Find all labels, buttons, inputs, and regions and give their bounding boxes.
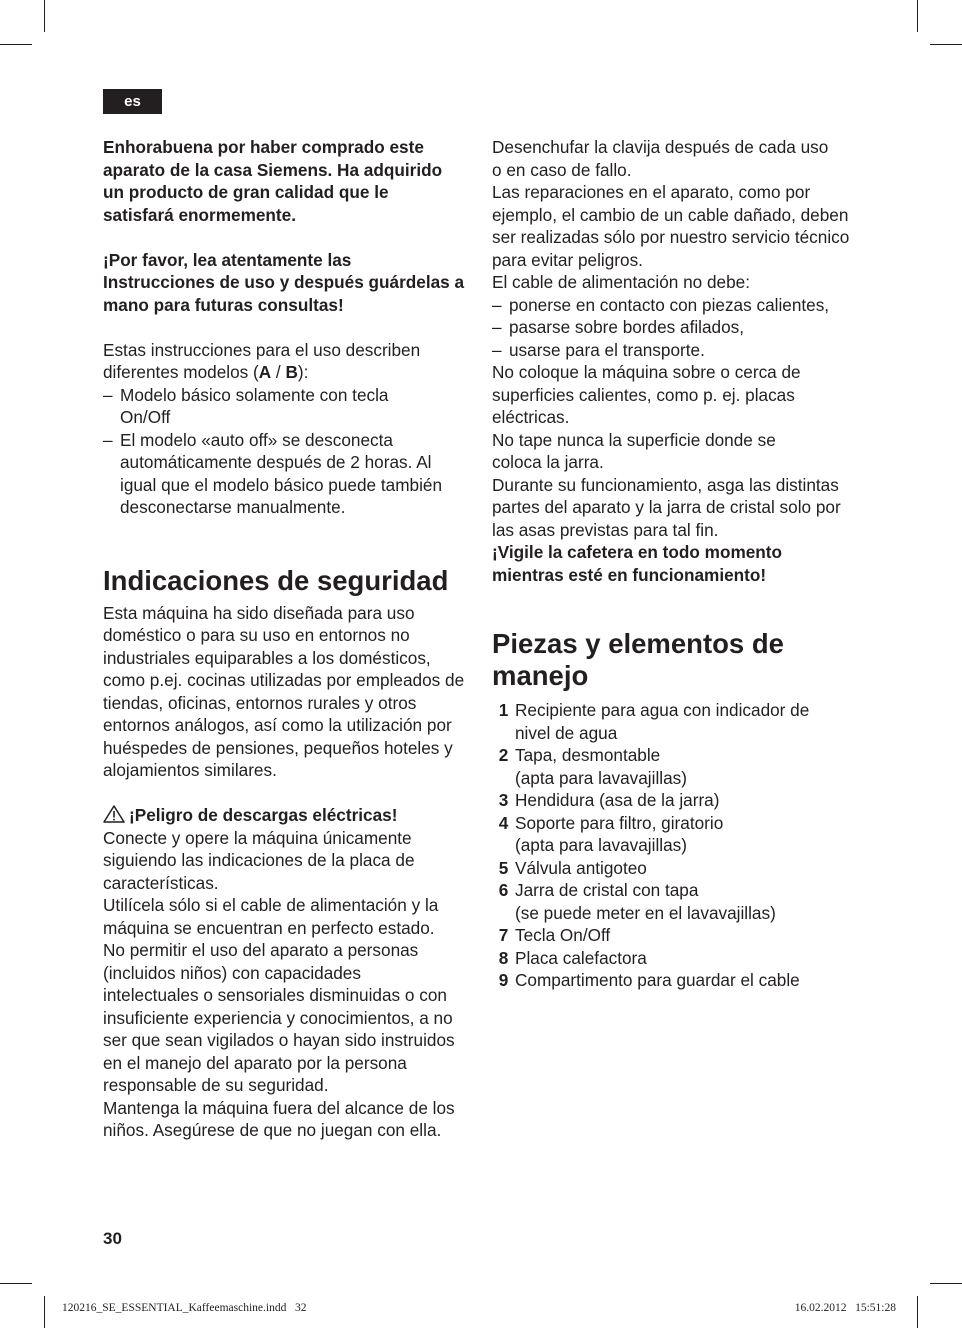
crop-mark xyxy=(930,1283,962,1284)
list-item: 1 Recipiente para agua con indicador de nivel de agua xyxy=(498,700,810,743)
list-item: 4 Soporte para filtro, giratorio (apta para lavavajillas) xyxy=(498,812,724,855)
slug-timestamp: 16.02.2012 15:51:28 xyxy=(794,1302,896,1314)
list-item: – El modelo «auto off» se desconecta automáticamente después de 2 horas. Al igual que el modelo básico puede también desconectarse manualmente. xyxy=(103,429,443,517)
crop-mark xyxy=(917,0,918,32)
list-item: – usarse para el transporte. xyxy=(492,339,705,360)
safety-heading: Indicaciones de seguridad xyxy=(103,564,449,596)
list-item: 9 Compartimento para guardar el cable xyxy=(498,970,800,990)
watch-text: ¡Vigile la cafetera en todo momento mientras esté en funcionamiento! xyxy=(492,542,783,585)
list-item: 8 Placa calefactora xyxy=(498,947,647,968)
persons-text: No permitir el uso del aparato a personas (incluidos niños) con capacidades intelectuales o sensoriales disminuidas o con insuficiente experiencia y conocimientos, a no ser que sean vigilados o hayan sido instruidos en el manejo del aparato por la persona responsable de su seguridad. xyxy=(103,940,455,1095)
handles-text: Durante su funcionamiento, asga las distintas partes del aparato y la jarra de cristal solo por las asas previstas para tal fin. xyxy=(492,474,841,540)
list-item: – Modelo básico solamente con tecla On/Off xyxy=(103,384,389,427)
repairs-text: Las reparaciones en el aparato, como por ejemplo, el cambio de un cable dañado, deben ser realizadas sólo por nuestro servicio técnico para evitar peligros. xyxy=(492,182,850,270)
list-item: 3 Hendidura (asa de la jarra) xyxy=(498,790,720,810)
cover-text: No tape nunca la superficie donde se coloca la jarra. xyxy=(492,429,776,472)
right-column xyxy=(492,136,864,992)
page-number: 30 xyxy=(103,1229,122,1248)
please-read-text: ¡Por favor, lea atentamente las Instrucciones de uso y después guárdelas a mano para futuras consultas! xyxy=(103,249,465,315)
crop-mark xyxy=(917,1296,918,1328)
parts-heading: Piezas y elementos de manejo xyxy=(492,628,784,691)
unplug-text: Desenchufar la clavija después de cada uso o en caso de fallo. xyxy=(492,137,829,180)
language-tag: es xyxy=(103,89,162,114)
crop-mark xyxy=(0,1283,32,1284)
list-item: 5 Válvula antigoteo xyxy=(498,857,647,878)
list-item: 6 Jarra de cristal con tapa (se puede meter en el lavavajillas) xyxy=(498,880,776,923)
list-item: 2 Tapa, desmontable (apta para lavavajillas) xyxy=(498,745,687,788)
list-item: – ponerse en contacto con piezas calientes, xyxy=(492,294,830,315)
list-item: – pasarse sobre bordes afilados, xyxy=(492,317,745,337)
intro-text: Enhorabuena por haber comprado este aparato de la casa Siemens. Ha adquirido un producto de gran calidad que le satisfará enormemente. xyxy=(103,137,443,225)
crop-mark xyxy=(44,1296,45,1328)
children-text: Mantenga la máquina fuera del alcance de los niños. Asegúrese de que no juegan con ella. xyxy=(103,1097,455,1140)
slug-filename: 120216_SE_ESSENTIAL_Kaffeemaschine.indd 32 xyxy=(62,1302,307,1314)
model-a-label: A xyxy=(258,362,272,382)
safety-text: Esta máquina ha sido diseñada para uso doméstico o para su uso en entornos no industriales equiparables a los domésticos, como p.ej. cocinas utilizadas por empleados de tiendas, oficinas, entornos rurales y otros entornos análogos, así como la utilización por huéspedes de pensiones, pequeños hoteles y alojamientos similares. xyxy=(103,602,465,780)
model-b-label: B xyxy=(285,362,298,382)
danger-title: ¡Peligro de descargas eléctricas! xyxy=(103,804,473,827)
crop-mark xyxy=(0,44,32,45)
surfaces-text: No coloque la máquina sobre o cerca de superficies calientes, como p. ej. placas eléctricas. xyxy=(492,362,801,427)
crop-mark xyxy=(44,0,45,32)
list-item: 7 Tecla On/Off xyxy=(498,925,611,945)
models-intro: Estas instrucciones para el uso describen diferentes modelos (A / B): xyxy=(103,339,421,382)
left-column xyxy=(103,136,473,1142)
warning-triangle-icon xyxy=(103,805,125,823)
use-text: Utilícela sólo si el cable de alimentación y la máquina se encuentran en perfecto estado. xyxy=(103,895,439,938)
cable-intro: El cable de alimentación no debe: xyxy=(492,272,750,292)
crop-mark xyxy=(930,44,962,45)
danger-text: Conecte y opere la máquina únicamente siguiendo las indicaciones de la placa de características. xyxy=(103,827,415,893)
